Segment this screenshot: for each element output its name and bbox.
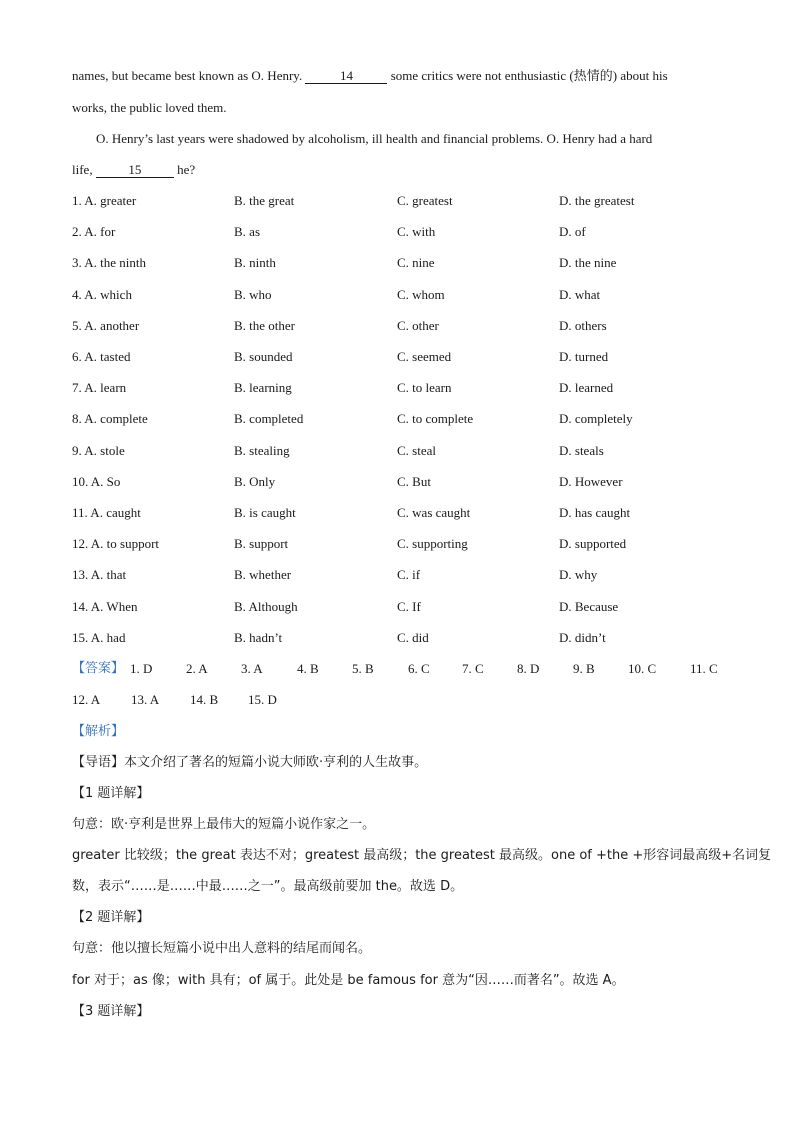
question-row bbox=[72, 349, 732, 365]
option-d: D. Because bbox=[559, 599, 619, 614]
q1-heading: 【1 题详解】 bbox=[72, 786, 150, 801]
option-a: 4. A. which bbox=[72, 287, 132, 302]
question-row bbox=[72, 380, 732, 396]
option-b: B. is caught bbox=[234, 505, 296, 520]
passage-line4-pre: life, bbox=[72, 162, 96, 177]
option-a: 3. A. the ninth bbox=[72, 255, 147, 270]
answer-item: 6. C bbox=[408, 661, 430, 676]
q2-meaning: 句意：他以擅长短篇小说中出人意料的结尾而闻名。 bbox=[72, 941, 372, 956]
option-d: D. the greatest bbox=[559, 193, 635, 208]
option-b: B. learning bbox=[234, 380, 292, 395]
answer-item: 2. A bbox=[186, 661, 208, 676]
answer-item: 9. B bbox=[573, 661, 595, 676]
option-b: B. the great bbox=[234, 193, 295, 208]
option-d: D. supported bbox=[559, 536, 627, 551]
option-b: B. who bbox=[234, 287, 272, 302]
option-d: D. of bbox=[559, 224, 586, 239]
answers-row-2 bbox=[72, 692, 752, 708]
option-b: B. whether bbox=[234, 567, 292, 582]
option-d: D. why bbox=[559, 567, 598, 582]
blank-15: 15 bbox=[96, 163, 174, 178]
option-c: C. nine bbox=[397, 255, 435, 270]
option-c: C. seemed bbox=[397, 349, 452, 364]
option-b: B. stealing bbox=[234, 443, 290, 458]
option-b: B. sounded bbox=[234, 349, 293, 364]
q3-heading: 【3 题详解】 bbox=[72, 1004, 150, 1019]
option-d: D. steals bbox=[559, 443, 604, 458]
option-a: 6. A. tasted bbox=[72, 349, 131, 364]
question-row bbox=[72, 411, 732, 427]
question-row bbox=[72, 505, 732, 521]
q1-meaning: 句意：欧·亨利是世界上最伟大的短篇小说作家之一。 bbox=[72, 817, 376, 832]
option-b: B. Although bbox=[234, 599, 298, 614]
option-a: 12. A. to support bbox=[72, 536, 160, 551]
answer-item: 8. D bbox=[517, 661, 540, 676]
option-d: D. what bbox=[559, 287, 601, 302]
option-a: 1. A. greater bbox=[72, 193, 137, 208]
analysis-intro: 【导语】本文介绍了著名的短篇小说大师欧·亨利的人生故事。 bbox=[72, 755, 428, 770]
question-row bbox=[72, 599, 732, 615]
option-d: D. learned bbox=[559, 380, 614, 395]
question-row bbox=[72, 443, 732, 459]
answer-item: 12. A bbox=[72, 692, 101, 707]
passage-line1-pre: names, but became best known as O. Henry. bbox=[72, 68, 306, 83]
option-c: C. If bbox=[397, 599, 421, 614]
option-a: 5. A. another bbox=[72, 318, 140, 333]
blank-14: 14 bbox=[305, 69, 387, 84]
option-d: D. didn’t bbox=[559, 630, 606, 645]
passage-line-4 bbox=[72, 162, 195, 178]
answer-item: 14. B bbox=[190, 692, 219, 707]
option-d: D. turned bbox=[559, 349, 609, 364]
option-a: 8. A. complete bbox=[72, 411, 148, 426]
passage-line-2: works, the public loved them. bbox=[72, 100, 227, 115]
option-c: C. steal bbox=[397, 443, 436, 458]
question-row bbox=[72, 224, 732, 240]
passage-line-1 bbox=[72, 68, 668, 84]
answers-row-1 bbox=[72, 661, 752, 677]
question-row bbox=[72, 567, 732, 583]
option-c: C. whom bbox=[397, 287, 445, 302]
passage-line-3: O. Henry’s last years were shadowed by alcoholism, ill health and financial problems. O. Henry had a hard bbox=[96, 131, 653, 146]
question-row bbox=[72, 287, 732, 303]
question-row bbox=[72, 318, 732, 334]
option-c: C. greatest bbox=[397, 193, 453, 208]
option-a: 10. A. So bbox=[72, 474, 121, 489]
option-a: 2. A. for bbox=[72, 224, 116, 239]
answer-item: 10. C bbox=[628, 661, 657, 676]
option-a: 13. A. that bbox=[72, 567, 127, 582]
option-d: D. the nine bbox=[559, 255, 617, 270]
option-d: D. However bbox=[559, 474, 623, 489]
option-a: 7. A. learn bbox=[72, 380, 127, 395]
analysis-label: 【解析】 bbox=[72, 724, 125, 739]
option-b: B. support bbox=[234, 536, 289, 551]
option-c: C. was caught bbox=[397, 505, 471, 520]
option-c: C. with bbox=[397, 224, 436, 239]
answer-item: 11. C bbox=[690, 661, 718, 676]
option-b: B. as bbox=[234, 224, 260, 239]
option-c: C. But bbox=[397, 474, 431, 489]
option-b: B. completed bbox=[234, 411, 304, 426]
option-c: C. other bbox=[397, 318, 439, 333]
option-a: 14. A. When bbox=[72, 599, 138, 614]
answer-item: 3. A bbox=[241, 661, 263, 676]
q1-explanation-2: 数，表示“……是……中最……之一”。最高级前要加 the。故选 D。 bbox=[72, 879, 464, 894]
question-row bbox=[72, 474, 732, 490]
answer-item: 13. A bbox=[131, 692, 160, 707]
option-b: B. Only bbox=[234, 474, 276, 489]
question-row bbox=[72, 630, 732, 646]
passage-line1-post: some critics were not enthusiastic (热情的) about his bbox=[387, 68, 668, 83]
option-c: C. if bbox=[397, 567, 421, 582]
option-c: C. supporting bbox=[397, 536, 468, 551]
answer-item: 1. D bbox=[130, 661, 153, 676]
option-b: B. the other bbox=[234, 318, 296, 333]
q2-explanation: for 对于；as 像；with 具有；of 属于。此处是 be famous for 意为“因……而著名”。故选 A。 bbox=[72, 973, 625, 988]
option-c: C. to learn bbox=[397, 380, 452, 395]
q1-explanation-1: greater 比较级；the great 表达不对；greatest 最高级；the greatest 最高级。one of +the +形容词最高级+名词复 bbox=[72, 848, 772, 863]
option-d: D. has caught bbox=[559, 505, 631, 520]
question-row bbox=[72, 193, 732, 209]
answer-item: 5. B bbox=[352, 661, 374, 676]
option-a: 9. A. stole bbox=[72, 443, 125, 458]
option-a: 11. A. caught bbox=[72, 505, 141, 520]
option-d: D. others bbox=[559, 318, 607, 333]
option-c: C. did bbox=[397, 630, 429, 645]
question-row bbox=[72, 536, 732, 552]
option-c: C. to complete bbox=[397, 411, 474, 426]
option-b: B. hadn’t bbox=[234, 630, 283, 645]
option-b: B. ninth bbox=[234, 255, 276, 270]
q2-heading: 【2 题详解】 bbox=[72, 910, 150, 925]
question-row bbox=[72, 255, 732, 271]
option-a: 15. A. had bbox=[72, 630, 126, 645]
answer-item: 4. B bbox=[297, 661, 319, 676]
passage-line4-post: he? bbox=[173, 162, 196, 177]
answers-label: 【答案】 bbox=[72, 661, 125, 676]
option-d: D. completely bbox=[559, 411, 633, 426]
answer-item: 15. D bbox=[248, 692, 277, 707]
answer-item: 7. C bbox=[462, 661, 484, 676]
